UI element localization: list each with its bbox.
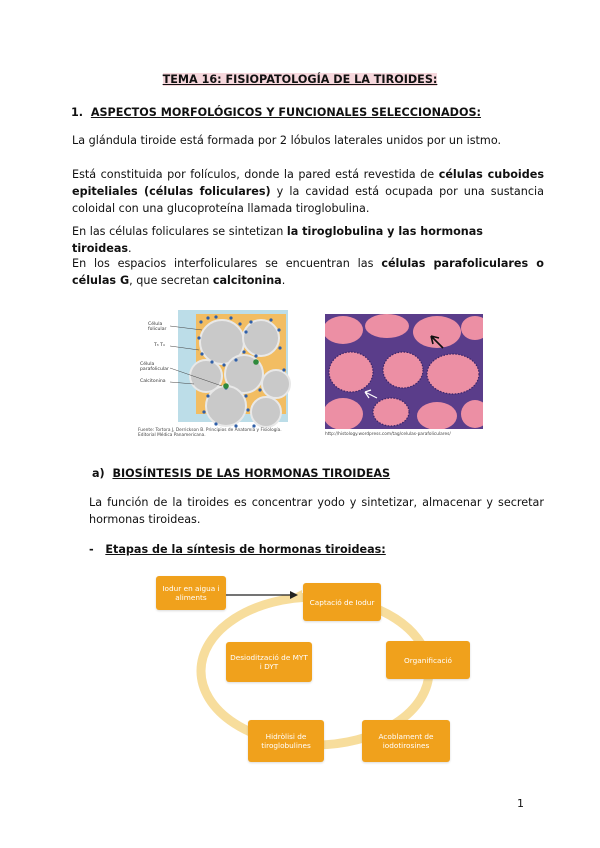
histology-image xyxy=(325,314,483,437)
subsection-heading: a) BIOSÍNTESIS DE LAS HORMONAS TIROIDEAS xyxy=(92,467,391,480)
page-number: 1 xyxy=(517,797,524,810)
section-heading: 1. ASPECTOS MORFOLÓGICOS Y FUNCIONALES SELECCIONADOS: xyxy=(71,106,482,119)
label-t3t4: T₃ T₄ xyxy=(154,343,165,348)
paragraph-follicular-cells: En las células foliculares se sintetizan la tiroglobulina y las hormonas tiroideas. xyxy=(72,225,483,255)
cycle-input-iodur: Iodur en aigua i aliments xyxy=(156,576,226,610)
cycle-step-desioditzacio: Desiodització de MYT i DYT xyxy=(226,642,312,682)
figure-right-caption: http://histology.wordpress.com/tag/celulas-parafoliculares/ xyxy=(325,432,451,437)
follicle-diagram xyxy=(136,302,292,442)
paragraph-lobes: La glándula tiroide está formada por 2 lóbulos laterales unidos por un istmo. xyxy=(72,134,502,147)
etapas-heading: - Etapas de la síntesis de hormonas tiroideas: xyxy=(89,543,386,556)
paragraph-function: La función de la tiroides es concentrar yodo y sintetizar, almacenar y secretar hormonas tiroideas. xyxy=(89,496,544,526)
cycle-step-hidrolisi: Hidròlisi de tiroglobulines xyxy=(248,720,324,762)
label-parafolicular: Célula parafolicular xyxy=(140,362,169,372)
cycle-step-acoblament: Acoblament de iodotirosines xyxy=(362,720,450,762)
label-calcitonina: Calcitonina xyxy=(140,379,166,384)
paragraph-follicles: Está constituida por folículos, donde la pared está revestida de células cuboides epiteliales (células foliculares) y la cavidad está ocupada por una sustancia coloidal con una glucoproteína llamada tiroglobulina. xyxy=(72,168,544,215)
cycle-step-organificacio: Organificació xyxy=(386,641,470,679)
label-celula-folicular: Célula folicular xyxy=(148,322,167,332)
page-title: TEMA 16: FISIOPATOLOGÍA DE LA TIROIDES: xyxy=(162,73,438,86)
cycle-step-captacio: Captació de Iodur xyxy=(303,583,381,621)
paragraph-parafollicular: En los espacios interfoliculares se encuentran las células parafoliculares o células G, que secretan calcitonina. xyxy=(72,257,544,287)
figure-left-caption: Fuente: Tortora J, Derrickson B. Principios de Anatomía y Fisiología. Editorial Médica Panamericana. xyxy=(138,428,282,438)
